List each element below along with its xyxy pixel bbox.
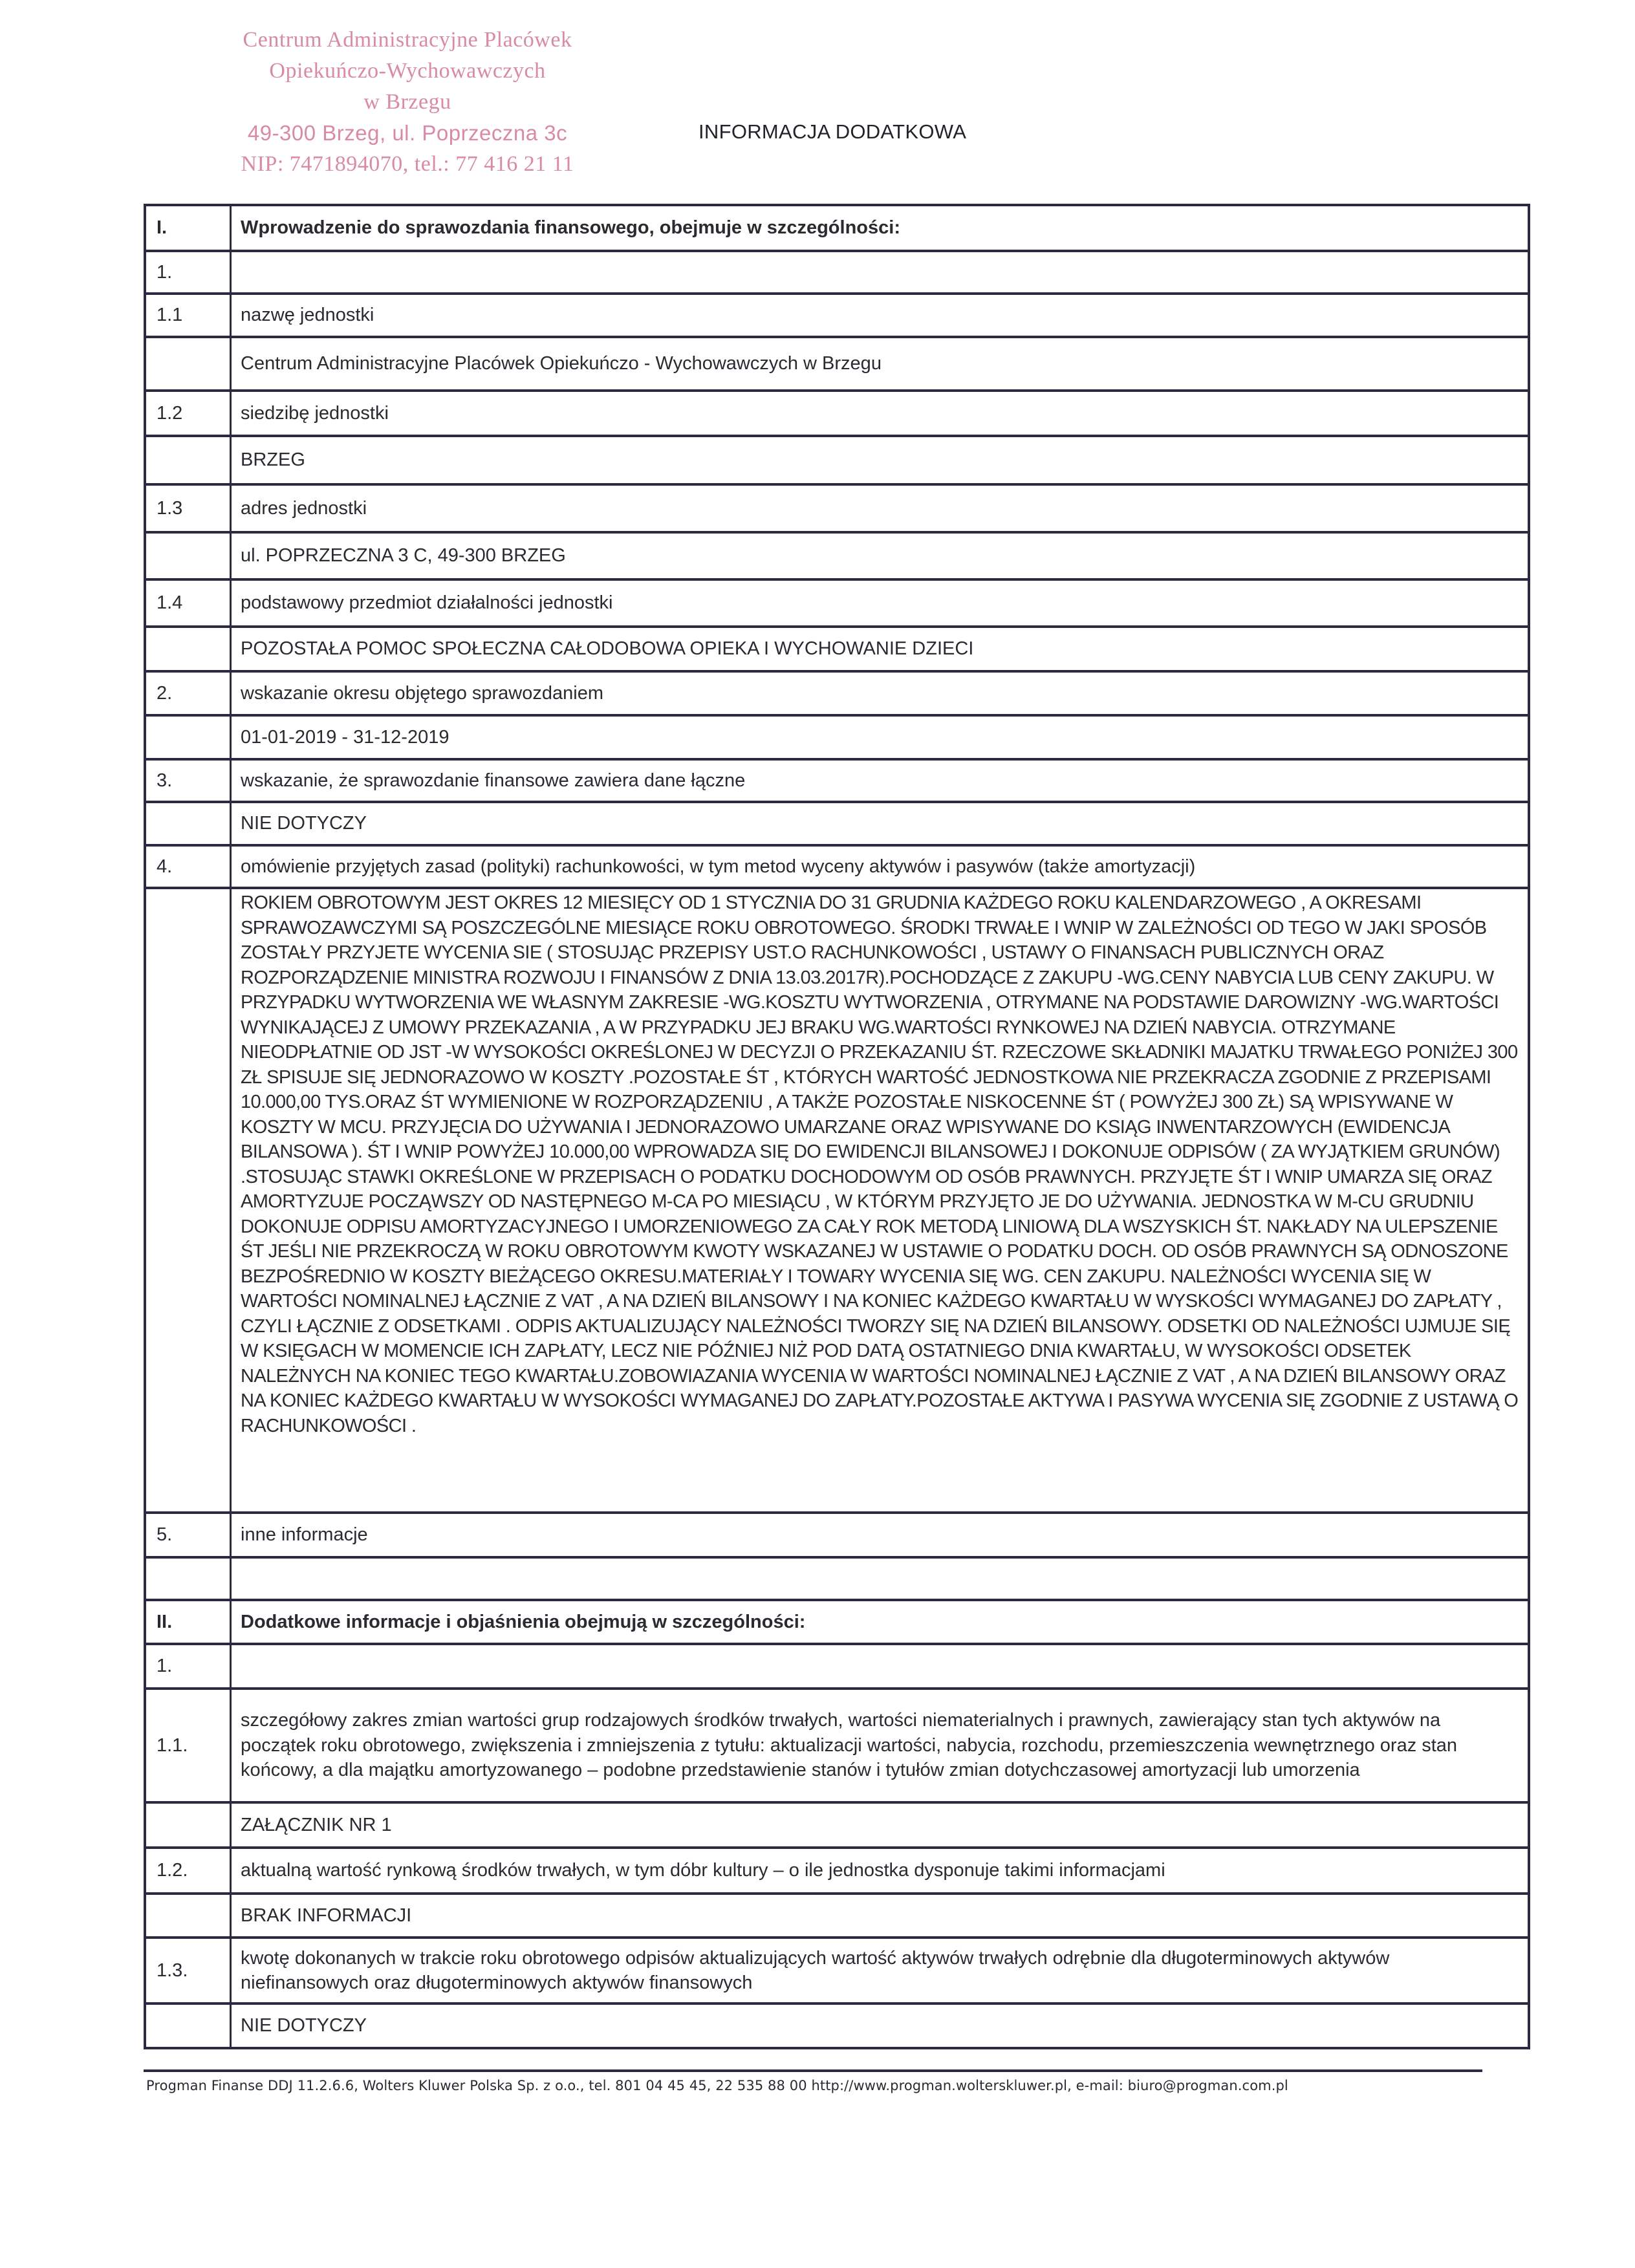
table-row <box>146 389 1528 435</box>
table-row <box>146 2002 1528 2047</box>
row-text: NIE DOTYCZY <box>241 813 367 834</box>
row-number <box>146 437 232 483</box>
table-row <box>146 250 1528 292</box>
row-text <box>232 252 1528 292</box>
table-row <box>146 1846 1528 1892</box>
stamp-line-3: w Brzegu <box>363 90 451 114</box>
table-row <box>146 801 1528 844</box>
row-text: Dodatkowe informacje i objaśnienia obejmują w szczególności: <box>241 1611 806 1632</box>
row-number <box>146 338 232 389</box>
row-text: adres jednostki <box>241 497 367 519</box>
row-number: 5. <box>146 1514 232 1556</box>
row-number <box>146 803 232 844</box>
row-number: II. <box>146 1601 232 1643</box>
footer-text: Progman Finanse DDJ 11.2.6.6, Wolters Kluwer Polska Sp. z o.o., tel. 801 04 45 45, 22 535 88 00 http://www.progman.wolterskluwer.pl, e-mail: biuro@progman.com.pl <box>146 2078 1288 2093</box>
table-row <box>146 1801 1528 1846</box>
stamp-line-1: Centrum Administracyjne Placówek <box>243 28 572 52</box>
policy-paragraph: ROKIEM OBROTOWYM JEST OKRES 12 MIESIĘCY OD 1 STYCZNIA DO 31 GRUDNIA KAŻDEGO ROKU KALENDARZOWEGO , A OKRESAMI SPRAWOZAWCZYMI SĄ POSZCZEGÓLNE MIESIĄCE ROKU OBROTOWEGO. ŚRODKI TRWAŁE I WNIP W ZALEŻNOŚCI OD TEGO W JAKI SPOSÓB ZOSTAŁY PRZYJETE WYCENIA SIE ( STOSUJĄC PRZEPISY UST.O RACHUNKOWOŚCI , USTAWY O FINANSACH PUBLICZNYCH ORAZ ROZPORZĄDZENIE MINISTRA ROZWOJU I FINANSÓW Z DNIA 13.03.2017R).POCHODZĄCE Z ZAKUPU -WG.CENY NABYCIA LUB CENY ZAKUPU. W PRZYPADKU WYTWORZENIA WE WŁASNYM ZAKRESIE -WG.KOSZTU WYTWORZENIA , OTRYMANE NA PODSTAWIE DAROWIZNY -WG.WARTOŚCI WYNIKAJĄCEJ Z UMOWY PRZEKAZANIA , A W PRZYPADKU JEJ BRAKU WG.WARTOŚCI RYNKOWEJ NA DZIEŃ NABYCIA. OTRZYMANE NIEODPŁATNIE OD JST -W WYSOKOŚCI OKREŚLONEJ W DECYZJI O PRZEKAZANIU ŚT. RZECZOWE SKŁADNIKI MAJATKU TRWAŁEGO PONIŻEJ 300 ZŁ SPISUJE SIĘ JEDNORAZOWO W KOSZTY .POZOSTAŁE ŚT , KTÓRYCH WARTOŚĆ JEDNOSTKOWA NIE PRZEKRACZA ZGODNIE Z PRZEPISAMI 10.000,00 TYS.ORAZ ŚT WYMIENIONE W ROZPORZĄDZENIU , A TAKŻE POZOSTAŁE NISKOCENNE ŚT ( POWYŻEJ 300 ZŁ) SĄ WPISYWANE W KOSZTY W MCU. PRZYJĘCIA DO UŻYWANIA I JEDNORAZOWO UMARZANE ORAZ WPISYWANE DO KSIĄG INWENTARZOWYCH (EWIDENCJA BILANSOWA ). ŚT I WNIP POWYŻEJ 10.000,00 WPROWADZA SIĘ DO EWIDENCJI BILANSOWEJ I DOKONUJE ODPISÓW ( ZA WYJĄTKIEM GRUNÓW) .STOSUJĄC STAWKI OKREŚLONE W PRZEPISACH O PODATKU DOCHODOWYM OD OSÓB PRAWNYCH. PRZYJĘTE ŚT I WNIP UMARZA SIĘ ORAZ AMORTYZUJE POCZĄWSZY OD NASTĘPNEGO M-CA PO MIESIĄCU , W KTÓRYM PRZYJĘTO JE DO UŻYWANIA. JEDNOSTKA W M-CU GRUDNIU DOKONUJE ODPISU AMORTYZACYJNEGO I UMORZENIOWEGO ZA CAŁY ROK METODĄ LINIOWĄ DLA WSZYSKICH ŚT. NAKŁADY NA ULEPSZENIE ŚT JEŚLI NIE PRZEKROCZĄ W ROKU OBROTOWYM KWOTY WSKAZANEJ W USTAWIE O PODATKU DOCH. OD OSÓB PRAWNYCH SĄ ODNOSZONE BEZPOŚREDNIO W KOSZTY BIEŻĄCEGO OKRESU.MATERIAŁY I TOWARY WYCENIA SIĘ WG. CEN ZAKUPU. NALEŻNOŚCI WYCENIA SIĘ W WARTOŚCI NOMINALNEJ ŁĄCZNIE Z VAT , A NA DZIEŃ BILANSOWY I NA KONIEC KAŻDEGO KWARTAŁU W WYSKOŚCI WYMAGANEJ DO ZAPŁATY , CZYLI ŁĄCZNIE Z ODSETKAMI . ODPIS AKTUALIZUJĄCY NALEŻNOŚCI TWORZY SIĘ NA DZIEŃ BILANSOWY. ODSETKI OD NALEŻNOŚCI UJMUJE SIĘ W KSIĘGACH W MOMENCIE ICH ZAPŁATY, LECZ NIE PÓŹNIEJ NIŻ POD DATĄ OSTATNIEGO DNIA KWARTAŁU, W WYSOKOŚCI ODSETEK NALEŻNYCH NA KONIEC TEGO KWARTAŁU.ZOBOWIAZANIA WYCENIA W WARTOŚCI NOMINALNEJ ŁĄCZNIE Z VAT , A NA DZIEŃ BILANSOWY ORAZ NA KONIEC KAŻDEGO KWARTAŁU W WYSOKOŚCI WYMAGANEJ DO ZAPŁATY.POZOSTAŁE AKTYWA I PASYWA WYCENIA SIĘ ZGODNIE Z USTAWĄ O RACHUNKOWOŚCI . <box>241 892 1519 1436</box>
row-number: 2. <box>146 673 232 714</box>
stamp-line-4: 49-300 Brzeg, ul. Poprzeczna 3c <box>247 121 568 145</box>
row-number <box>146 1804 232 1846</box>
row-number: 1.3 <box>146 486 232 531</box>
table-row <box>146 1936 1528 2002</box>
information-table <box>144 204 1530 2049</box>
row-text: nazwę jednostki <box>241 305 374 326</box>
row-number: 4. <box>146 847 232 887</box>
row-number <box>146 534 232 578</box>
row-text: inne informacje <box>241 1524 368 1546</box>
row-number: 1.2 <box>146 392 232 435</box>
row-number: I. <box>146 206 232 250</box>
row-number: 1.2. <box>146 1849 232 1892</box>
table-row <box>146 336 1528 389</box>
document-title: INFORMACJA DODATKOWA <box>698 120 967 143</box>
row-text: NIE DOTYCZY <box>241 2015 367 2036</box>
row-text: Wprowadzenie do sprawozdania finansowego, obejmuje w szczególności: <box>241 217 900 239</box>
footer-divider <box>144 2069 1482 2072</box>
row-text: Centrum Administracyjne Placówek Opiekuńczo - Wychowawczych w Brzegu <box>241 353 882 374</box>
table-row <box>146 578 1528 625</box>
row-number: 3. <box>146 761 232 801</box>
row-number: 1.4 <box>146 581 232 625</box>
organization-stamp <box>220 25 595 180</box>
row-text <box>232 1645 1528 1687</box>
table-row <box>146 483 1528 531</box>
table-row <box>146 670 1528 714</box>
row-text: kwotę dokonanych w trakcie roku obrotowego odpisów aktualizujących wartość aktywów trwałych odrębnie dla długoterminowych aktywów niefinansowych oraz długoterminowych aktywów finansowych <box>241 1947 1390 1993</box>
row-number: 1.3. <box>146 1939 232 2002</box>
row-number: 1.1 <box>146 295 232 336</box>
row-number <box>146 889 232 1511</box>
table-row <box>146 206 1528 250</box>
row-text: szczegółowy zakres zmian wartości grup rodzajowych środków trwałych, wartości niematerialnych i prawnych, zawierający stan tych aktywów na początek roku obrotowego, zwiększenia i zmniejszenia z tytułu: aktualizacji wartości, nabycia, rozchodu, przemieszczenia wewnętrznego oraz stan końcowy, a dla majątku amortyzowanego – podobne przedstawienie stanów i tytułów zmian dotychczasowej amortyzacji lub umorzenia <box>241 1710 1458 1781</box>
stamp-line-5: NIP: 7471894070, tel.: 77 416 21 11 <box>241 152 574 176</box>
table-row <box>146 1687 1528 1801</box>
row-text: wskazanie, że sprawozdanie finansowe zawiera dane łączne <box>241 770 746 791</box>
table-row <box>146 292 1528 336</box>
row-text: ul. POPRZECZNA 3 C, 49-300 BRZEG <box>241 545 566 567</box>
row-text: BRZEG <box>241 449 305 471</box>
table-row <box>146 531 1528 578</box>
table-row <box>146 1643 1528 1687</box>
row-number <box>146 717 232 758</box>
row-text: 01-01-2019 - 31-12-2019 <box>241 726 449 748</box>
table-row <box>146 1556 1528 1599</box>
row-number: 1.1. <box>146 1690 232 1801</box>
table-row <box>146 758 1528 801</box>
row-number: 1. <box>146 252 232 292</box>
row-text: aktualną wartość rynkową środków trwałych, w tym dóbr kultury – o ile jednostka dysponuje takimi informacjami <box>241 1860 1165 1881</box>
row-number <box>146 628 232 670</box>
stamp-line-2: Opiekuńczo-Wychowawczych <box>269 59 546 83</box>
row-text: BRAK INFORMACJI <box>241 1905 412 1926</box>
row-text: wskazanie okresu objętego sprawozdaniem <box>241 682 603 704</box>
row-text: ZAŁĄCZNIK NR 1 <box>241 1814 392 1835</box>
table-row <box>146 714 1528 758</box>
table-row <box>146 1511 1528 1556</box>
table-row <box>146 887 1528 1511</box>
row-text: omówienie przyjętych zasad (polityki) rachunkowości, w tym metod wyceny aktywów i pasywów (także amortyzacji) <box>241 856 1196 877</box>
table-row <box>146 1892 1528 1936</box>
row-text: POZOSTAŁA POMOC SPOŁECZNA CAŁODOBOWA OPIEKA I WYCHOWANIE DZIECI <box>241 638 974 660</box>
row-number <box>146 2005 232 2047</box>
row-number <box>146 1895 232 1936</box>
table-row <box>146 844 1528 887</box>
table-row <box>146 625 1528 670</box>
row-number <box>146 1559 232 1599</box>
row-text: podstawowy przedmiot działalności jednostki <box>241 592 613 614</box>
row-text: siedzibę jednostki <box>241 402 389 424</box>
row-number: 1. <box>146 1645 232 1687</box>
table-row <box>146 435 1528 483</box>
table-row <box>146 1599 1528 1643</box>
row-text <box>232 1559 1528 1599</box>
